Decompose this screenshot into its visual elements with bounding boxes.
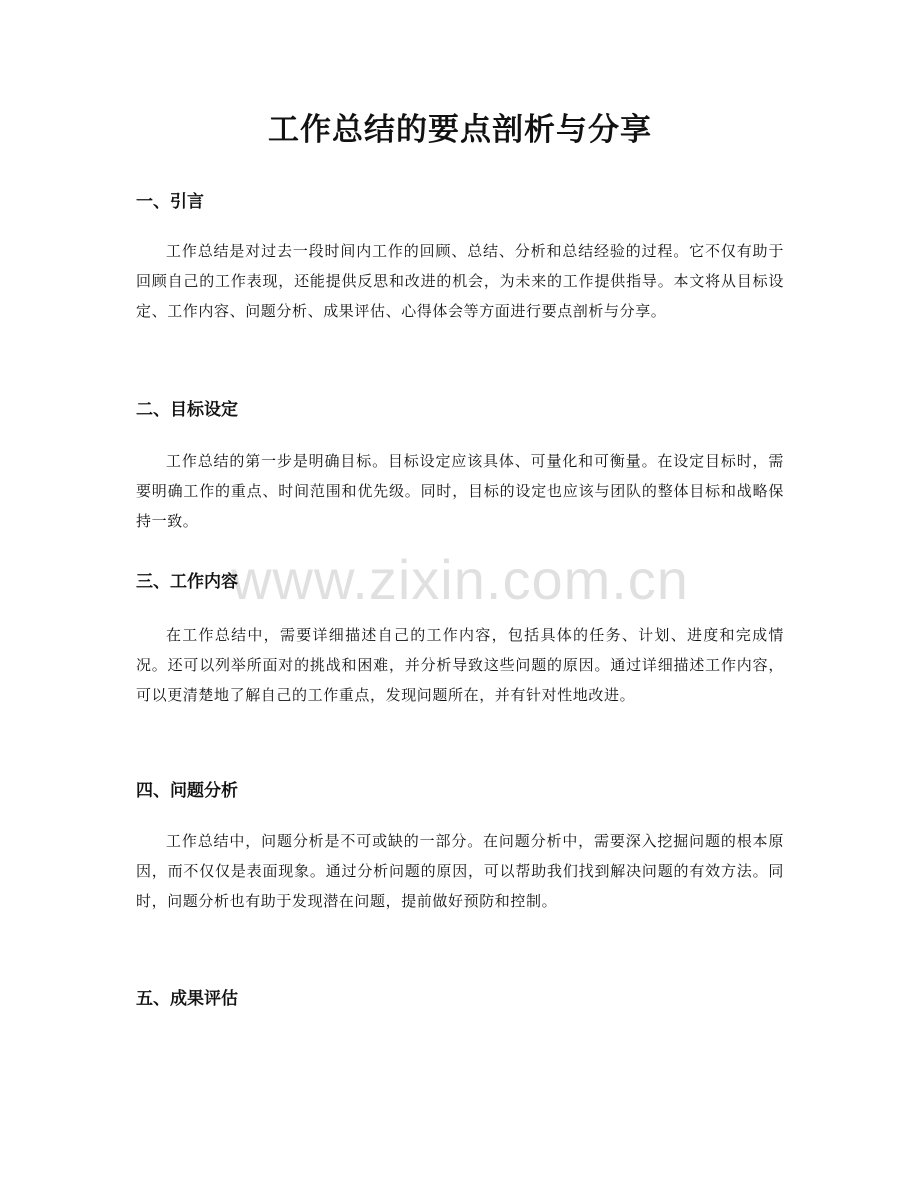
section-heading-problem-analysis: 四、问题分析 [136, 781, 238, 801]
section-paragraph-introduction: 工作总结是对过去一段时间内工作的回顾、总结、分析和总结经验的过程。它不仅有助于回顾自己的工作表现，还能提供反思和改进的机会，为未来的工作提供指导。本文将从目标设定、工作内容、问题分析、成果评估、心得体会等方面进行要点剖析与分享。 [136, 242, 784, 320]
document-title: 工作总结的要点剖析与分享 [268, 112, 652, 148]
section-heading-results-evaluation: 五、成果评估 [136, 989, 238, 1009]
section-heading-work-content: 三、工作内容 [136, 572, 238, 592]
section-heading-goal-setting: 二、目标设定 [136, 400, 238, 420]
section-heading-introduction: 一、引言 [136, 192, 204, 212]
section-paragraph-problem-analysis: 工作总结中，问题分析是不可或缺的一部分。在问题分析中，需要深入挖掘问题的根本原因，而不仅仅是表面现象。通过分析问题的原因，可以帮助我们找到解决问题的有效方法。同时，问题分析也有助于发现潜在问题，提前做好预防和控制。 [136, 832, 784, 910]
watermark-text: www.zixin.com.cn [231, 548, 689, 611]
section-paragraph-work-content: 在工作总结中，需要详细描述自己的工作内容，包括具体的任务、计划、进度和完成情况。还可以列举所面对的挑战和困难，并分析导致这些问题的原因。通过详细描述工作内容，可以更清楚地了解自己的工作重点，发现问题所在，并有针对性地改进。 [136, 626, 784, 704]
section-paragraph-goal-setting: 工作总结的第一步是明确目标。目标设定应该具体、可量化和可衡量。在设定目标时，需要明确工作的重点、时间范围和优先级。同时，目标的设定也应该与团队的整体目标和战略保持一致。 [136, 452, 784, 530]
